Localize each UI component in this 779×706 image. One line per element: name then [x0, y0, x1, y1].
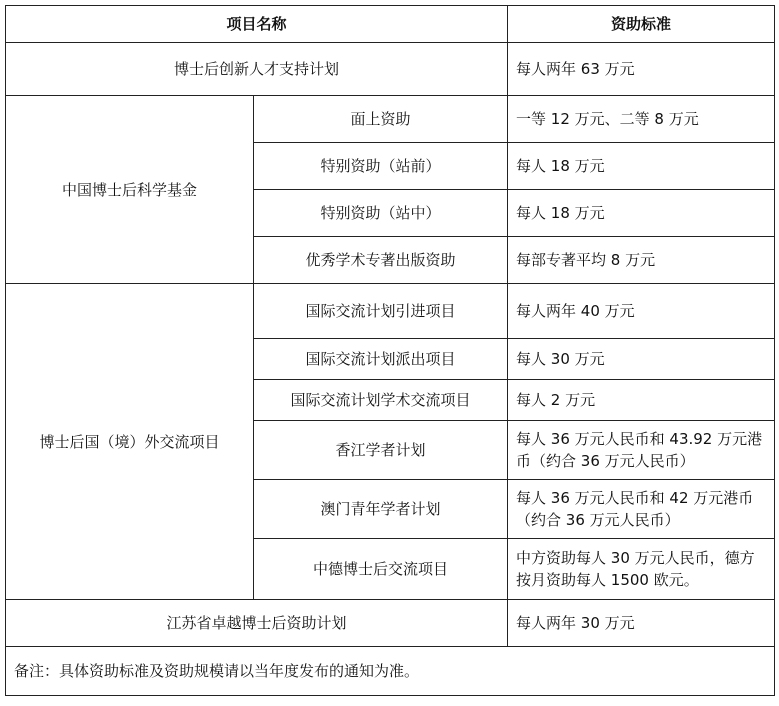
project-name: 中德博士后交流项目 — [254, 539, 508, 600]
project-name: 特别资助（站前） — [254, 143, 508, 190]
table-row — [6, 284, 775, 339]
note-text: 备注：具体资助标准及资助规模请以当年度发布的通知为准。 — [6, 647, 775, 696]
standard-cell: 每人 30 万元 — [508, 339, 775, 380]
standard-cell: 每人两年 30 万元 — [508, 600, 775, 647]
project-name: 国际交流计划派出项目 — [254, 339, 508, 380]
note-row — [6, 647, 775, 696]
table-row — [6, 43, 775, 96]
project-name: 特别资助（站中） — [254, 190, 508, 237]
project-name: 博士后创新人才支持计划 — [6, 43, 508, 96]
standard-cell: 每部专著平均 8 万元 — [508, 237, 775, 284]
standard-cell: 每人 2 万元 — [508, 380, 775, 421]
funding-table — [5, 5, 775, 696]
header-row — [6, 6, 775, 43]
header-standard: 资助标准 — [508, 6, 775, 43]
standard-cell: 每人 36 万元人民币和 42 万元港币（约合 36 万元人民币） — [508, 480, 775, 539]
standard-cell: 每人 18 万元 — [508, 143, 775, 190]
table-row — [6, 96, 775, 143]
table-row — [6, 600, 775, 647]
header-project-name: 项目名称 — [6, 6, 508, 43]
standard-cell: 每人两年 40 万元 — [508, 284, 775, 339]
standard-cell: 每人 18 万元 — [508, 190, 775, 237]
category-cell: 博士后国（境）外交流项目 — [6, 284, 254, 600]
category-cell: 中国博士后科学基金 — [6, 96, 254, 284]
standard-cell: 每人两年 63 万元 — [508, 43, 775, 96]
project-name: 香江学者计划 — [254, 421, 508, 480]
project-name: 江苏省卓越博士后资助计划 — [6, 600, 508, 647]
standard-cell: 一等 12 万元、二等 8 万元 — [508, 96, 775, 143]
standard-cell: 每人 36 万元人民币和 43.92 万元港币（约合 36 万元人民币） — [508, 421, 775, 480]
project-name: 优秀学术专著出版资助 — [254, 237, 508, 284]
project-name: 澳门青年学者计划 — [254, 480, 508, 539]
project-name: 国际交流计划引进项目 — [254, 284, 508, 339]
project-name: 国际交流计划学术交流项目 — [254, 380, 508, 421]
project-name: 面上资助 — [254, 96, 508, 143]
standard-cell: 中方资助每人 30 万元人民币，德方按月资助每人 1500 欧元。 — [508, 539, 775, 600]
